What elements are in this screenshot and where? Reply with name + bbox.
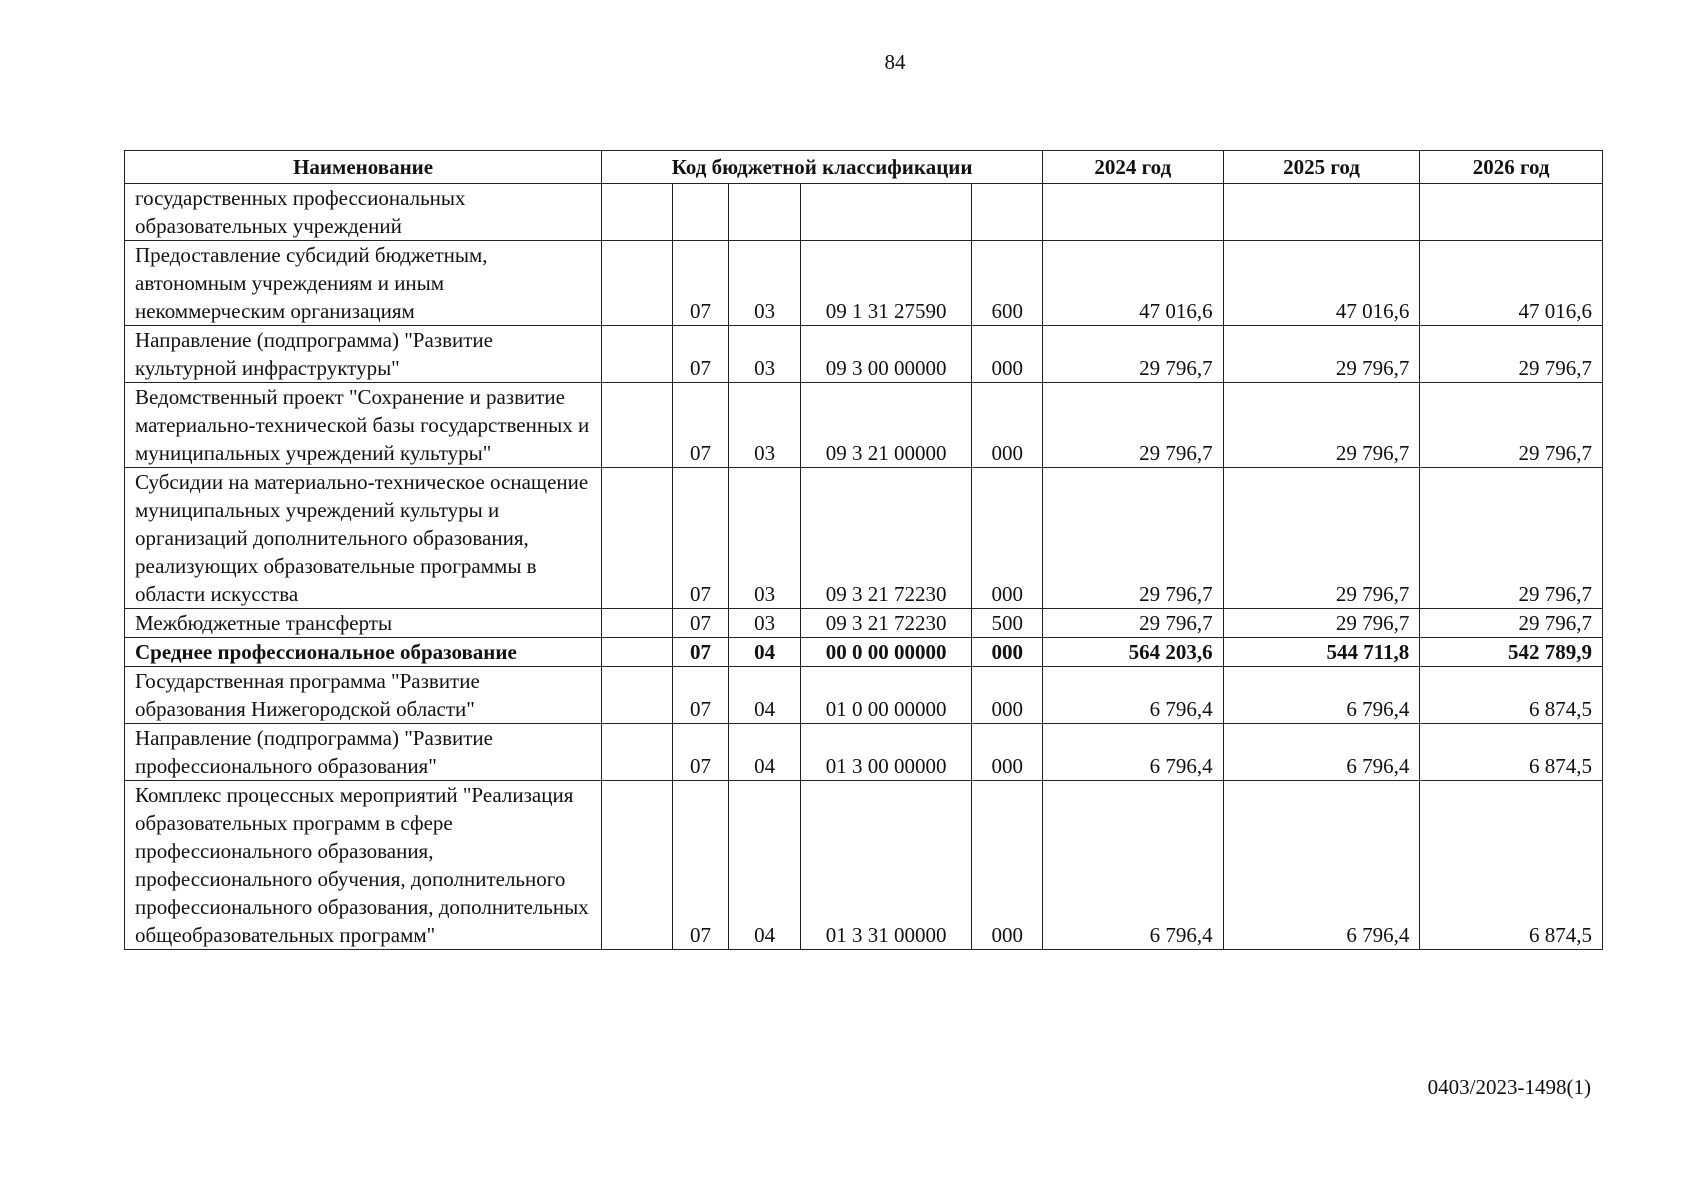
value-2025 — [1223, 184, 1420, 241]
code-target: 09 3 00 00000 — [800, 326, 972, 383]
code-section — [602, 326, 673, 383]
budget-table — [124, 150, 1603, 950]
code-section — [602, 241, 673, 326]
code-target: 09 3 21 72230 — [800, 468, 972, 609]
value-2024: 564 203,6 — [1043, 638, 1224, 667]
value-2026 — [1420, 184, 1603, 241]
value-2024: 29 796,7 — [1043, 468, 1224, 609]
code-subsection: 04 — [729, 667, 801, 724]
code-chapter: 07 — [672, 609, 728, 638]
code-subsection: 04 — [729, 638, 801, 667]
value-2024: 6 796,4 — [1043, 781, 1224, 950]
header-2026: 2026 год — [1420, 151, 1603, 184]
value-2024: 29 796,7 — [1043, 383, 1224, 468]
code-target: 01 3 31 00000 — [800, 781, 972, 950]
table-header-row — [125, 151, 1603, 184]
table-row — [125, 468, 1603, 609]
table-row — [125, 241, 1603, 326]
row-name: Направление (подпрограмма) "Развитие культурной инфраструктуры" — [125, 326, 602, 383]
code-subsection: 03 — [729, 468, 801, 609]
code-chapter: 07 — [672, 241, 728, 326]
code-target: 00 0 00 00000 — [800, 638, 972, 667]
code-section — [602, 667, 673, 724]
value-2026: 29 796,7 — [1420, 326, 1603, 383]
table-row — [125, 326, 1603, 383]
value-2025: 47 016,6 — [1223, 241, 1420, 326]
code-expense-type: 500 — [972, 609, 1043, 638]
value-2025: 29 796,7 — [1223, 326, 1420, 383]
code-chapter: 07 — [672, 383, 728, 468]
value-2024: 29 796,7 — [1043, 609, 1224, 638]
code-chapter: 07 — [672, 638, 728, 667]
code-section — [602, 383, 673, 468]
code-section — [602, 638, 673, 667]
value-2026: 542 789,9 — [1420, 638, 1603, 667]
code-chapter — [672, 184, 728, 241]
value-2026: 6 874,5 — [1420, 667, 1603, 724]
row-name: Ведомственный проект "Сохранение и развитие материально-технической базы государственных и муниципальных учреждений культуры" — [125, 383, 602, 468]
row-name: государственных профессиональных образовательных учреждений — [125, 184, 602, 241]
code-target: 01 0 00 00000 — [800, 667, 972, 724]
value-2024: 47 016,6 — [1043, 241, 1224, 326]
table-row — [125, 781, 1603, 950]
row-name: Межбюджетные трансферты — [125, 609, 602, 638]
code-expense-type: 000 — [972, 468, 1043, 609]
header-2024: 2024 год — [1043, 151, 1224, 184]
code-section — [602, 468, 673, 609]
code-subsection: 03 — [729, 383, 801, 468]
code-section — [602, 724, 673, 781]
code-chapter: 07 — [672, 781, 728, 950]
row-name: Предоставление субсидий бюджетным, автономным учреждениям и иным некоммерческим организациям — [125, 241, 602, 326]
row-name: Направление (подпрограмма) "Развитие профессионального образования" — [125, 724, 602, 781]
header-code: Код бюджетной классификации — [602, 151, 1043, 184]
value-2026: 6 874,5 — [1420, 781, 1603, 950]
code-expense-type: 000 — [972, 724, 1043, 781]
value-2025: 544 711,8 — [1223, 638, 1420, 667]
code-subsection: 04 — [729, 781, 801, 950]
value-2025: 6 796,4 — [1223, 781, 1420, 950]
code-section — [602, 184, 673, 241]
value-2024: 29 796,7 — [1043, 326, 1224, 383]
value-2026: 6 874,5 — [1420, 724, 1603, 781]
code-expense-type: 000 — [972, 383, 1043, 468]
value-2026: 29 796,7 — [1420, 383, 1603, 468]
table-row — [125, 184, 1603, 241]
code-subsection: 03 — [729, 609, 801, 638]
table-row — [125, 383, 1603, 468]
code-target: 01 3 00 00000 — [800, 724, 972, 781]
code-subsection — [729, 184, 801, 241]
value-2025: 6 796,4 — [1223, 667, 1420, 724]
code-subsection: 03 — [729, 241, 801, 326]
code-expense-type: 000 — [972, 781, 1043, 950]
code-subsection: 03 — [729, 326, 801, 383]
table-row — [125, 609, 1603, 638]
header-name: Наименование — [125, 151, 602, 184]
value-2026: 29 796,7 — [1420, 609, 1603, 638]
code-chapter: 07 — [672, 667, 728, 724]
code-chapter: 07 — [672, 468, 728, 609]
table-body — [125, 184, 1603, 950]
value-2024: 6 796,4 — [1043, 667, 1224, 724]
code-expense-type: 000 — [972, 667, 1043, 724]
value-2025: 6 796,4 — [1223, 724, 1420, 781]
row-name: Комплекс процессных мероприятий "Реализация образовательных программ в сфере профессионального образования, профессионального обучения, дополнительного профессионального образования, дополнительных общеобразовательных программ" — [125, 781, 602, 950]
table-row — [125, 667, 1603, 724]
code-chapter: 07 — [672, 326, 728, 383]
row-name: Среднее профессиональное образование — [125, 638, 602, 667]
code-expense-type: 000 — [972, 638, 1043, 667]
code-chapter: 07 — [672, 724, 728, 781]
value-2024: 6 796,4 — [1043, 724, 1224, 781]
value-2025: 29 796,7 — [1223, 468, 1420, 609]
header-2025: 2025 год — [1223, 151, 1420, 184]
code-target: 09 3 21 72230 — [800, 609, 972, 638]
code-subsection: 04 — [729, 724, 801, 781]
value-2024 — [1043, 184, 1224, 241]
value-2025: 29 796,7 — [1223, 609, 1420, 638]
document-code: 0403/2023-1498(1) — [1427, 1075, 1591, 1099]
code-target: 09 1 31 27590 — [800, 241, 972, 326]
code-target: 09 3 21 00000 — [800, 383, 972, 468]
table-row — [125, 638, 1603, 667]
code-expense-type: 000 — [972, 326, 1043, 383]
code-section — [602, 609, 673, 638]
row-name: Субсидии на материально-техническое оснащение муниципальных учреждений культуры и организаций дополнительного образования, реализующих образовательные программы в области искусства — [125, 468, 602, 609]
code-target — [800, 184, 972, 241]
code-section — [602, 781, 673, 950]
value-2026: 47 016,6 — [1420, 241, 1603, 326]
code-expense-type — [972, 184, 1043, 241]
value-2025: 29 796,7 — [1223, 383, 1420, 468]
code-expense-type: 600 — [972, 241, 1043, 326]
row-name: Государственная программа "Развитие образования Нижегородской области" — [125, 667, 602, 724]
value-2026: 29 796,7 — [1420, 468, 1603, 609]
table-row — [125, 724, 1603, 781]
page-number: 84 — [884, 50, 906, 74]
